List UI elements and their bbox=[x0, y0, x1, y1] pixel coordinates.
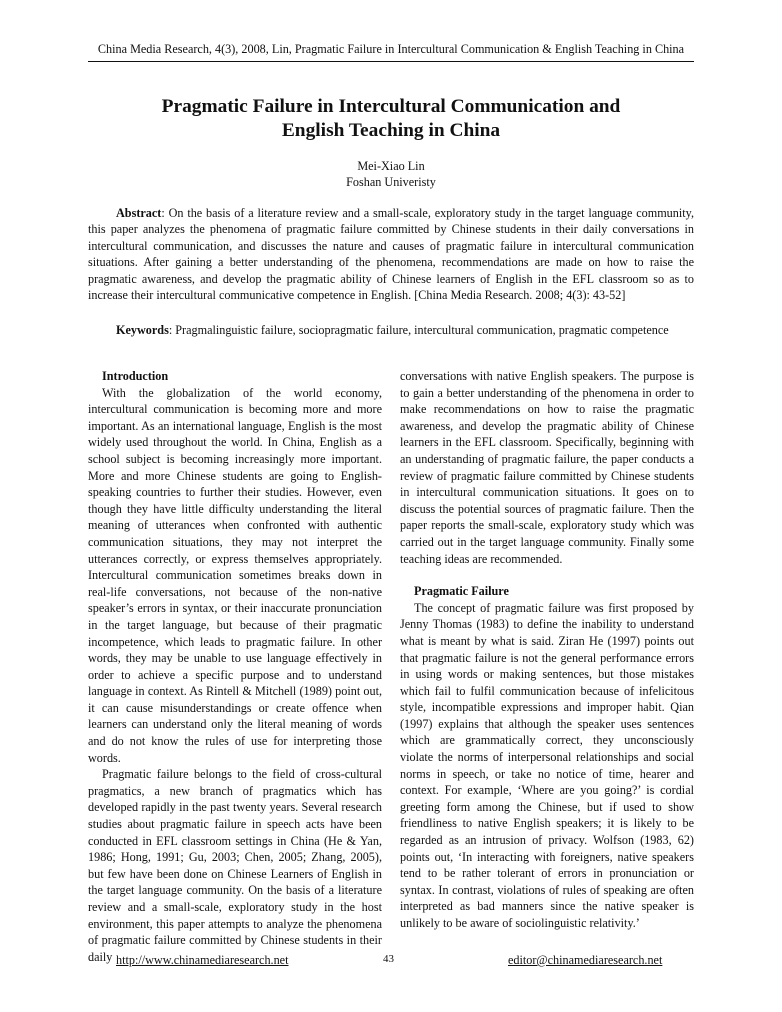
abstract-text: : On the basis of a literature review and a small-scale, exploratory study in the target language community, this paper analyzes the phenomena of pragmatic failure committed by Chinese students in their daily conversations in intercultural communication, and discusses the nature and causes of pragmatic failure in intercultural communication situations. After gaining a better understanding of the phenomena, recommendations are made on how to raise the pragmatic awareness, and develop the pragmatic ability of Chinese learners of English in the EFL classroom so as to increase their intercultural communicative competence in English. [China Media Research. 2008; 4(3): 43-52] bbox=[88, 206, 694, 303]
author-name: Mei-Xiao Lin bbox=[357, 159, 425, 173]
section-heading-introduction: Introduction bbox=[102, 369, 169, 383]
keywords-text: : Pragmalinguistic failure, sociopragmatic failure, intercultural communication, pragmatic competence bbox=[168, 323, 669, 337]
author-block bbox=[88, 158, 694, 190]
running-head: China Media Research, 4(3), 2008, Lin, Pragmatic Failure in Intercultural Communication & English Teaching in China bbox=[97, 42, 685, 56]
paragraph: The concept of pragmatic failure was first proposed by Jenny Thomas (1983) to define the inability to understand what is meant by what is said. Ziran He (1997) points out that pragmatic failure is not the general performance errors in using words or making sentences, but those mistakes which fail to fulfil communication because of infelicitous style, incompatible expressions and improper habit. Qian (1997) explains that although the speaker uses sentences which are grammatically correct, they unconsciously violate the norms of interpersonal relationships and social norms in speech, or take no notice of time, hearer and context. For example, ‘Where are you going?’ is cordial greeting form among the Chinese, but if used to show friendliness to native English speakers; it is likely to be regarded as an intrusion of privacy. Wolfson (1983, 62) points out, ‘In interacting with foreigners, native speakers tend to be rather tolerant of errors in pronunciation or syntax. In contrast, violations of rules of speaking are often interpreted as bad manners since the native speaker is unlikely to be aware of sociolinguistic relativity.’ bbox=[400, 600, 694, 930]
header-rule bbox=[88, 61, 694, 62]
paragraph: Pragmatic failure belongs to the field of cross-cultural pragmatics, a new branch of pragmatics which has developed rapidly in the past twenty years. Several research studies about pragmatic failure in speech acts have been conducted in EFL classroom settings in China (He & Yan, 1986; Hong, 1991; Gu, 2003; Chen, 2005; Zhang, 2005), but few have been done on Chinese Learners of English in the target language community. On the basis of a literature review and a small-scale, exploratory study in the host environment, this paper attempts to analyze the phenomena of pragmatic failure committed by Chinese students in their daily bbox=[88, 767, 382, 964]
keywords bbox=[88, 322, 694, 338]
paragraph: conversations with native English speakers. The purpose is to gain a better understanding of the phenomena in order to make recommendations on how to raise the pragmatic awareness, and develop the pragmatic ability of Chinese learners in the EFL classroom. Specifically, beginning with an understanding of pragmatic failure, the paper conducts a review of pragmatic failure committed by Chinese students in intercultural communication situations. It goes on to discuss the potential sources of pragmatic failure. Then the paper reports the small-scale, exploratory study which was carried out in the target language community. Finally some teaching ideas are recommended. bbox=[400, 369, 694, 566]
keywords-label: Keywords bbox=[116, 323, 169, 337]
paragraph: With the globalization of the world economy, intercultural communication is becoming more and more important. As an international language, English is the most widely used throughout the world. In China, English as a school subject is becoming increasingly more important. More and more Chinese students are going to English-speaking countries to further their studies. However, even though they have little difficulty understanding the literal meaning of utterances when confronted with authentic communication situations, they may not interpret the utterances correctly, or express themselves appropriately. Intercultural communication sometimes breaks down in real-life conversations, not because of the non-native speaker’s errors in syntax, or their inaccurate pronunciation in the target language, but because of their pragmatic incompetence, which leads to pragmatic failure. In other words, they may be unable to use language effectively in order to achieve a specific purpose and to understand language in context. As Rintell & Mitchell (1989) point out, it can cause misunderstandings or create offence when learners can understand only the literal meaning of words and do not know the rules of use for interpreting those words. bbox=[88, 385, 382, 765]
right-column bbox=[400, 368, 694, 932]
page-number: 43 bbox=[383, 953, 394, 965]
left-column bbox=[88, 368, 382, 965]
paper-title bbox=[88, 95, 694, 143]
author-affiliation: Foshan Univeristy bbox=[346, 175, 436, 189]
abstract bbox=[88, 205, 694, 303]
section-heading-pragmatic-failure: Pragmatic Failure bbox=[414, 584, 509, 599]
title-line-2: English Teaching in China bbox=[281, 120, 501, 141]
title-line-1: Pragmatic Failure in Intercultural Communication and bbox=[161, 96, 621, 117]
abstract-label: Abstract bbox=[116, 206, 162, 220]
website-link[interactable]: http://www.chinamediaresearch.net bbox=[116, 953, 289, 967]
email-link[interactable]: editor@chinamediaresearch.net bbox=[508, 953, 663, 967]
